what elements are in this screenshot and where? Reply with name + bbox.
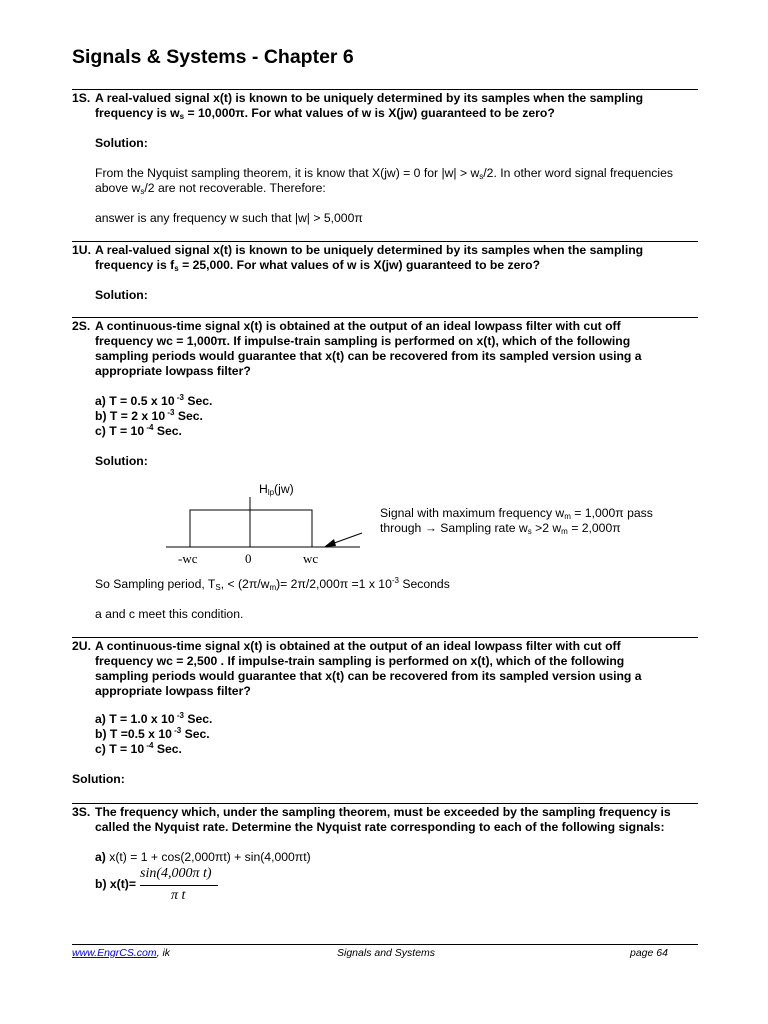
question-1s-line-2: frequency is $w_s = 10,000\pi$. For what values of w is X(jw) guaranteed to be zero? [95, 106, 555, 121]
question-divider [72, 803, 698, 804]
question-3s-part-a: a) x(t) = 1 + cos(2,000πt) + sin(4,000πt) [95, 850, 311, 864]
solution-label: Solution: [95, 136, 148, 150]
fraction-bar [140, 885, 218, 886]
question-3s-line-2: called the Nyquist rate. Determine the Nyquist rate corresponding to each of the following signals: [95, 820, 665, 834]
page-title: Signals & Systems - Chapter 6 [72, 46, 354, 68]
neg-cutoff-label: -wc [178, 551, 198, 566]
solution-1s-answer: answer is any frequency w such that |w| > 5,000π [95, 211, 363, 225]
question-2u-line-3: sampling periods would guarantee that x(t) can be recovered from its sampled version using a [95, 669, 642, 683]
fraction-numerator: sin(4,000π t) [140, 866, 212, 881]
question-number-2u: 2U. [72, 639, 91, 653]
filter-passband [190, 510, 312, 547]
page-number: page 64 [630, 947, 668, 959]
footer-left: www.EngrCS.com, ik [72, 947, 171, 959]
solution-label: Solution: [95, 454, 148, 468]
question-number-3s: 3S. [72, 805, 91, 819]
option-b: b) T =0.5 x 10 $^{-3}$ Sec. [95, 726, 210, 741]
annotation-arrowhead [324, 539, 336, 547]
option-c: c) T = 10 $^{-4}$ Sec. [95, 423, 182, 438]
question-number-1s: 1S. [72, 91, 91, 105]
question-2s-line-2: frequency wc = 1,000π. If impulse-train sampling is performed on x(t), which of the following [95, 334, 631, 348]
diagram-note-line-1: Signal with maximum frequency $w_m = 1,000\pi$ pass [380, 506, 653, 521]
diagram-note-line-2: through → Sampling rate $w_s >2$ $w_m = 2,000\pi$ [380, 521, 621, 536]
question-2s-line-4: appropriate lowpass filter? [95, 364, 251, 378]
option-b: b) T = 2 x 10 $^{-3}$ Sec. [95, 408, 203, 423]
question-2u-line-4: appropriate lowpass filter? [95, 684, 251, 698]
question-number-2s: 2S. [72, 319, 91, 333]
question-3s-line-1: The frequency which, under the sampling theorem, must be exceeded by the sampling frequency is [95, 805, 671, 819]
question-2u-line-1: A continuous-time signal x(t) is obtained at the output of an ideal lowpass filter with cut off [95, 639, 621, 653]
question-2s-line-3: sampling periods would guarantee that x(t) can be recovered from its sampled version using a [95, 349, 642, 363]
question-number-1u: 1U. [72, 243, 91, 257]
footer-center: Signals and Systems [337, 947, 436, 959]
question-divider [72, 637, 698, 638]
solution-2s-conclusion: a and c meet this condition. [95, 607, 244, 621]
option-c: c) T = 10 $^{-4}$ Sec. [95, 741, 182, 756]
question-1u-line-1: A real-valued signal x(t) is known to be uniquely determined by its samples when the sampling [95, 243, 644, 257]
question-3s-part-b-label: b) x(t)= [95, 877, 136, 891]
question-2u-line-2: frequency wc = 2,500 . If impulse-train sampling is performed on x(t), which of the following [95, 654, 625, 668]
option-a: a) T = 0.5 x 10 $^{-3}$ Sec. [95, 393, 213, 408]
option-a: a) T = 1.0 x 10 $^{-3}$ Sec. [95, 711, 213, 726]
solution-label: Solution: [72, 772, 125, 786]
filter-label: $H_{lp}(jw)$ [259, 482, 294, 497]
question-1u-line-2: frequency is $f_s = 25,000$. For what values of w is X(jw) guaranteed to be zero? [95, 258, 541, 273]
solution-label: Solution: [95, 288, 148, 302]
fraction-denominator: π t [171, 888, 186, 903]
footer-divider [72, 944, 698, 945]
sampling-period-line: So Sampling period, $T_S$, < $(2\pi/w_m)= 2\pi/2,000\pi =1$ x $10^{-3}$ Seconds [95, 576, 450, 592]
website-link[interactable]: www.EngrCS.com [72, 947, 157, 959]
question-1s-line-1: A real-valued signal x(t) is known to be uniquely determined by its samples when the sampling [95, 91, 644, 105]
pos-cutoff-label: wc [303, 551, 319, 566]
solution-1s-line-2: above $w_s/2$ are not recoverable. Therefore: [95, 181, 326, 196]
question-2s-line-1: A continuous-time signal x(t) is obtained at the output of an ideal lowpass filter with cut off [95, 319, 621, 333]
origin-label: 0 [245, 551, 252, 566]
solution-1s-line-1: From the Nyquist sampling theorem, it is know that X(jw) = 0 for $|w| > w_s/2$. In other word signal frequencies [95, 166, 673, 181]
